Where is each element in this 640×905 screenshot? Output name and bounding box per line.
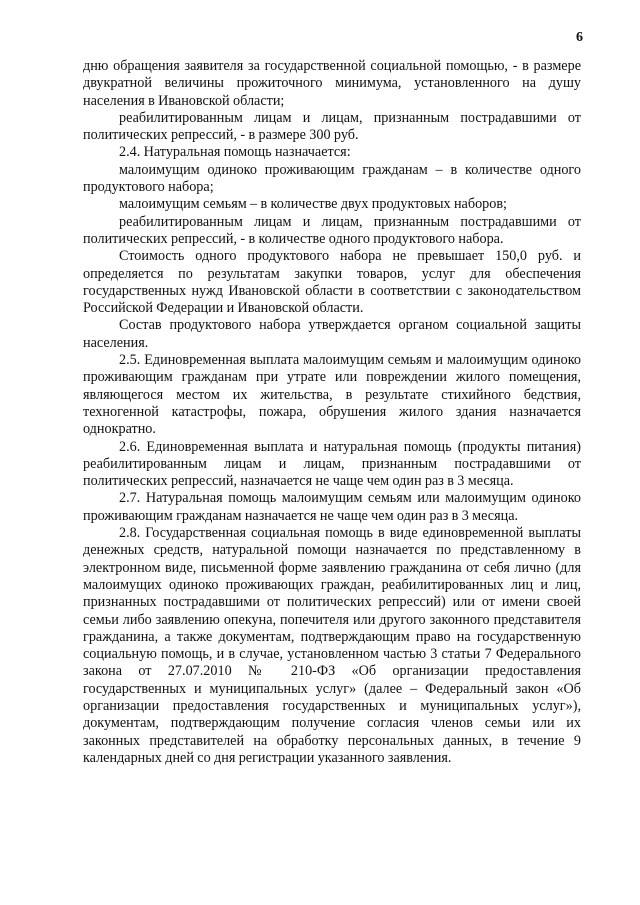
paragraph-continuation: дню обращения заявителя за государственной социальной помощью, - в размере двукратной величины прожиточного минимума, установленного на душу населения в Ивановской области;: [83, 58, 581, 109]
paragraph-single-citizens: малоимущим одиноко проживающим гражданам – в количестве одного продуктового набора;: [83, 161, 581, 196]
paragraph-section-2-5: 2.5. Единовременная выплата малоимущим семьям и малоимущим одиноко проживающим гражданам при утрате или повреждении жилого помещения, являющегося местом их жительства, в результате стихийного бедствия, техногенной катастрофы, пожара, обрушения жилого здания назначается однократно.: [83, 352, 581, 438]
paragraph-food-set-composition: Состав продуктового набора утверждается органом социальной защиты населения.: [83, 317, 581, 351]
page-number: 6: [576, 30, 583, 45]
paragraph-low-income-families: малоимущим семьям – в количестве двух продуктовых наборов;: [119, 196, 507, 213]
paragraph-section-2-6: 2.6. Единовременная выплата и натуральная помощь (продукты питания) реабилитированным лицам и лицам, признанным пострадавшими от политических репрессий, назначается не чаще чем один раз в 3 месяца.: [83, 438, 581, 490]
paragraph-food-set-cost: Стоимость одного продуктового набора не превышает 150,0 руб. и определяется по результатам закупки товаров, услуг для обеспечения государственных нужд Ивановской области в соответствии с законодательством Российской Федерации и Ивановской области.: [83, 248, 581, 317]
paragraph-repressed-persons-food: реабилитированным лицам и лицам, признанным пострадавшими от политических репрессий, - в количестве одного продуктового набора.: [83, 213, 581, 247]
paragraph-repressed-persons-payment: реабилитированным лицам и лицам, признанным пострадавшими от политических репрессий, - в размере 300 руб.: [83, 109, 581, 144]
paragraph-section-2-8: 2.8. Государственная социальная помощь в виде единовременной выплаты денежных средств, натуральной помощи назначается по представленному в электронном виде, письменной форме заявлению гражданина от себя лично (для малоимущих одиноко проживающих граждан, реабилитированных лиц и лиц, признанных пострадавшими от политических репрессий) или от имени своей семьи либо заявлению опекуна, попечителя или другого законного представителя гражданина, а также документам, подтверждающим право на государственную социальную помощь, и в случае, установленном частью 3 статьи 7 Федерального закона от 27.07.2010 № 210-ФЗ «Об организации предоставления государственных и муниципальных услуг» (далее – Федеральный закон «Об организации предоставления государственных и муниципальных услуг»), документам, подтверждающим получение согласия членов семьи или их законных представителей на обработку персональных данных, в течение 9 календарных дней со дня регистрации указанного заявления.: [83, 525, 581, 766]
paragraph-section-2-7: 2.7. Натуральная помощь малоимущим семьям или малоимущим одиноко проживающим гражданам назначается не чаще чем один раз в 3 месяца.: [83, 490, 581, 524]
document-body: [83, 58, 581, 767]
paragraph-section-2-4: 2.4. Натуральная помощь назначается:: [119, 144, 351, 161]
